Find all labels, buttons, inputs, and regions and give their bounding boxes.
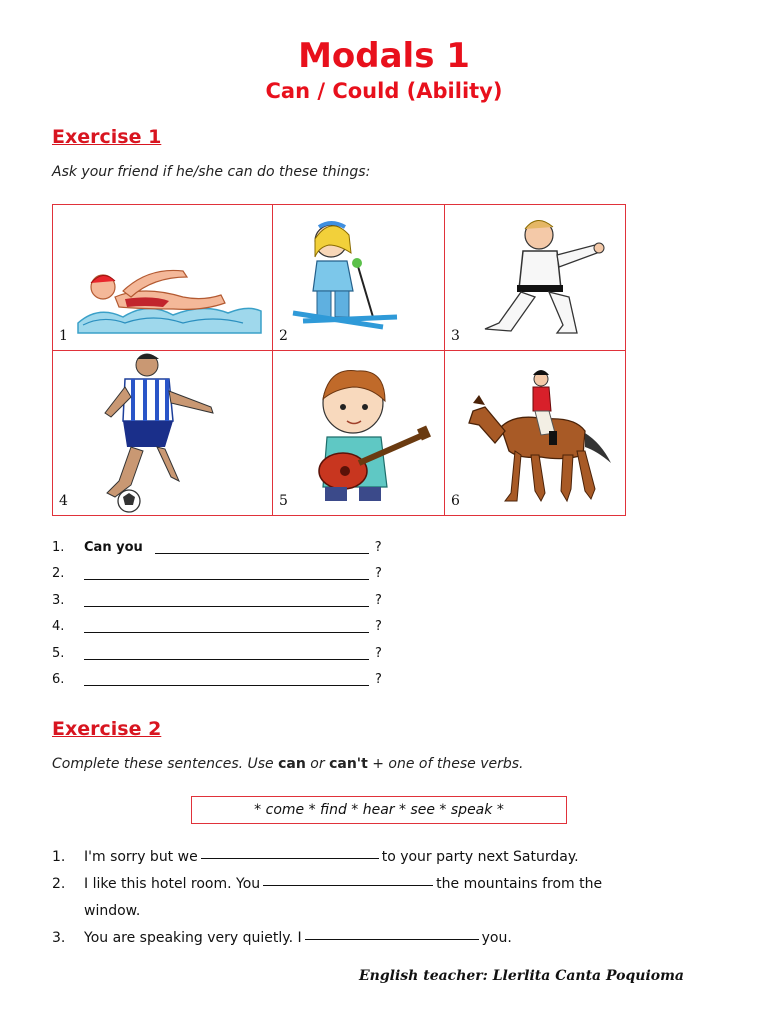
picture-cell-2 — [273, 205, 445, 351]
page-title: Modals 1 — [298, 36, 470, 76]
sentence-part: window. — [84, 903, 141, 919]
question-number: 1. — [52, 539, 65, 555]
sentence-number: 3. — [52, 930, 66, 946]
question-number: 5. — [52, 645, 65, 661]
sentence-part: I'm sorry but we — [84, 849, 198, 865]
question-prefix: Can you — [84, 539, 143, 555]
instruction-part: + one of these verbs. — [367, 756, 524, 772]
skier-icon — [273, 205, 445, 351]
picture-cell-6 — [445, 351, 625, 515]
list-item — [52, 640, 412, 667]
sentence-part: you. — [481, 930, 512, 946]
answer-blank[interactable] — [84, 620, 369, 633]
sentence-part: You are speaking very quietly. I — [84, 930, 302, 946]
question-number: 2. — [52, 566, 65, 582]
list-item — [52, 614, 412, 641]
picture-cell-1 — [53, 205, 273, 351]
question-list — [52, 534, 412, 693]
picture-number: 3 — [451, 328, 460, 344]
picture-cell-5 — [273, 351, 445, 515]
answer-blank[interactable] — [263, 871, 433, 886]
picture-number: 5 — [279, 493, 288, 509]
sentence-number: 2. — [52, 876, 66, 892]
question-mark: ? — [375, 592, 382, 608]
question-mark: ? — [375, 566, 382, 582]
question-mark: ? — [375, 672, 382, 688]
list-item — [52, 587, 412, 614]
list-item — [52, 561, 412, 588]
question-mark: ? — [375, 619, 382, 635]
picture-cell-4 — [53, 351, 273, 515]
answer-blank[interactable] — [201, 844, 379, 859]
list-item — [52, 925, 692, 952]
teacher-credit: English teacher: Llerlita Canta Poquioma — [359, 968, 684, 984]
page-subtitle: Can / Could (Ability) — [265, 79, 503, 103]
question-number: 4. — [52, 619, 65, 635]
sentence-number: 1. — [52, 849, 66, 865]
list-item — [52, 871, 692, 898]
horse-rider-icon — [445, 351, 625, 517]
exercise-1-instruction: Ask your friend if he/she can do these things: — [52, 164, 371, 180]
answer-blank[interactable] — [84, 673, 369, 686]
picture-number: 4 — [59, 493, 68, 509]
sentence-number — [52, 898, 84, 925]
instruction-can: can — [278, 756, 306, 772]
question-number: 3. — [52, 592, 65, 608]
question-mark: ? — [374, 539, 382, 555]
sentence-part: to your party next Saturday. — [381, 849, 579, 865]
question-mark: ? — [375, 645, 382, 661]
instruction-part: Complete these sentences. Use — [52, 756, 279, 772]
sentence-list — [52, 844, 692, 952]
list-item — [52, 667, 412, 694]
picture-cell-3 — [445, 205, 625, 351]
sentence-part: the mountains from the — [436, 876, 603, 892]
picture-number: 2 — [279, 328, 288, 344]
list-item — [52, 898, 692, 925]
sentence-part: I like this hotel room. You — [84, 876, 261, 892]
karate-icon — [445, 205, 625, 351]
footballer-icon — [53, 351, 273, 517]
exercise-1-heading: Exercise 1 — [52, 126, 162, 148]
answer-blank[interactable] — [305, 925, 479, 940]
exercise-2-heading: Exercise 2 — [52, 718, 162, 740]
answer-blank[interactable] — [84, 647, 369, 660]
list-item — [52, 844, 692, 871]
verb-box: * come * find * hear * see * speak * — [191, 796, 567, 824]
picture-number: 6 — [451, 493, 460, 509]
answer-blank[interactable] — [84, 594, 369, 607]
swimmer-icon — [53, 205, 273, 351]
question-number: 6. — [52, 672, 65, 688]
exercise-2-instruction — [52, 755, 523, 773]
picture-grid — [52, 204, 626, 516]
answer-blank[interactable] — [155, 541, 369, 554]
guitar-boy-icon — [273, 351, 445, 517]
list-item — [52, 534, 412, 561]
answer-blank[interactable] — [84, 567, 369, 580]
picture-number: 1 — [59, 328, 68, 344]
instruction-part: or — [305, 756, 330, 772]
instruction-cant: can't — [329, 756, 368, 772]
